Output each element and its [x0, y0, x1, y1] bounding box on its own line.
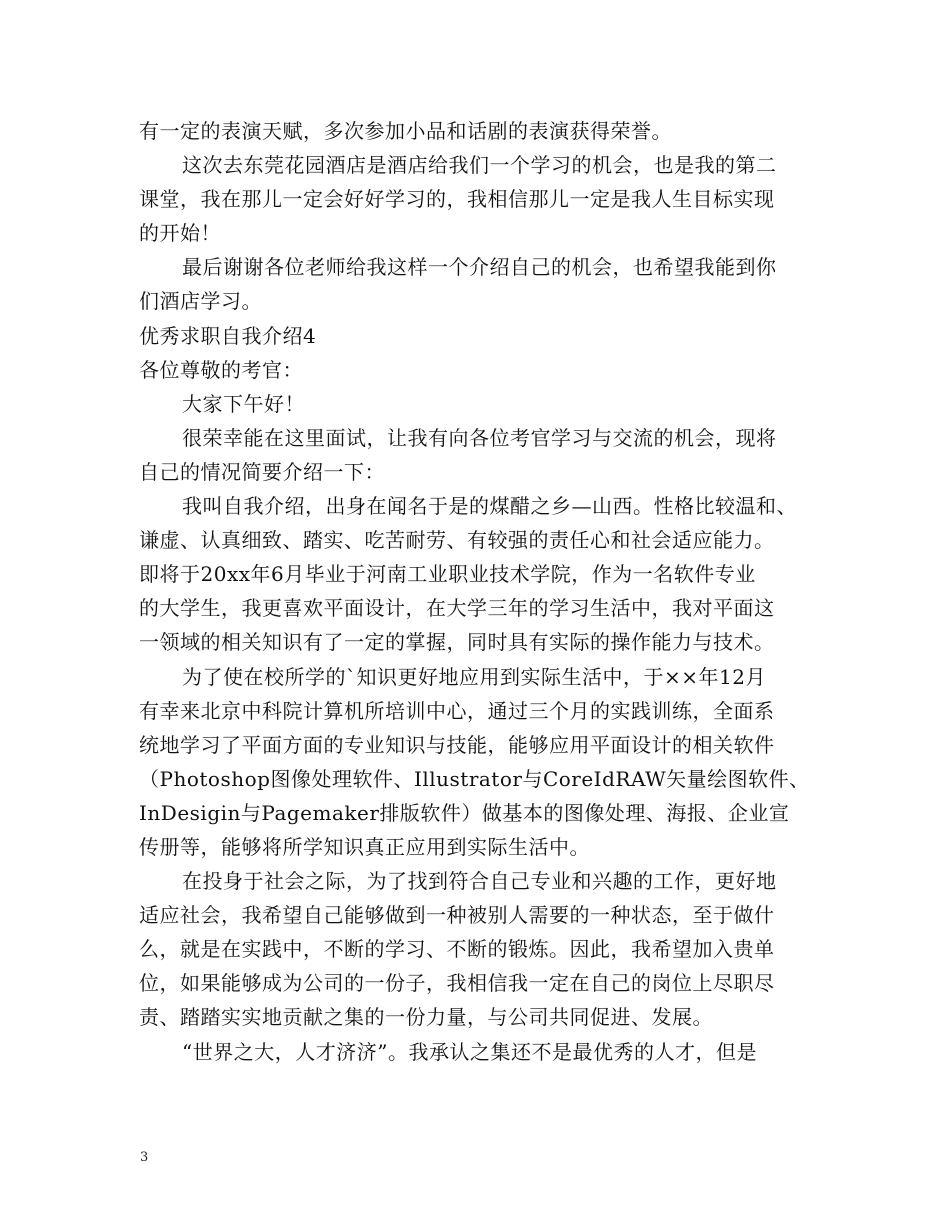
paragraph-start-line: 这次去东莞花园酒店是酒店给我们一个学习的机会，也是我的第二 [182, 153, 777, 178]
section-heading: 优秀求职自我介绍4 [139, 323, 317, 348]
paragraph-start-line: 很荣幸能在这里面试，让我有向各位考官学习与交流的机会，现将 [182, 425, 777, 450]
paragraph-start-line: 我叫自我介绍，出身在闻名于是的煤醋之乡—山西。性格比较温和、 [182, 494, 797, 519]
paragraph-start-line: 最后谢谢各位老师给我这样一个介绍自己的机会，也希望我能到你 [182, 255, 777, 280]
text-line: 有一定的表演天赋，多次参加小品和话剧的表演获得荣誉。 [139, 119, 672, 143]
text-line: 们酒店学习。 [139, 289, 262, 314]
text-line: 一领域的相关知识有了一定的掌握，同时具有实际的操作能力与技术。 [139, 630, 775, 655]
text-line: InDesigin与Pagemaker排版软件）做基本的图像处理、海报、企业宣 [139, 800, 790, 825]
paragraph-start-line: 在投身于社会之际，为了找到符合自己专业和兴趣的工作，更好地 [182, 869, 777, 894]
text-line: 的开始！ [139, 221, 221, 246]
text-line: 谦虚、认真细致、踏实、吃苦耐劳、有较强的责任心和社会适应能力。 [139, 528, 775, 553]
text-line: （Photoshop图像处理软件、Illustrator与CoreIdRAW矢量绘图软件、 [139, 766, 810, 791]
text-line: 统地学习了平面方面的专业知识与技能，能够应用平面设计的相关软件 [139, 732, 775, 757]
text-line: 有幸来北京中科院计算机所培训中心，通过三个月的实践训练，全面系 [139, 698, 775, 723]
page-number: 3 [140, 1150, 149, 1165]
document-body [139, 114, 829, 1069]
text-line: 即将于20xx年6月毕业于河南工业职业技术学院，作为一名软件专业 [139, 562, 756, 587]
text-line: 自己的情况简要介绍一下： [139, 459, 385, 484]
text-line: 么，就是在实践中，不断的学习、不断的锻炼。因此，我希望加入贵单 [139, 937, 775, 962]
paragraph-start-line: “世界之大，人才济济”。我承认之集还不是最优秀的人才，但是 [182, 1039, 757, 1064]
text-line: 的大学生，我更喜欢平面设计，在大学三年的学习生活中，我对平面这 [139, 596, 775, 621]
greeting-line: 大家下午好！ [182, 391, 305, 416]
text-line: 适应社会，我希望自己能够做到一种被别人需要的一种状态，至于做什 [139, 903, 775, 928]
text-line: 课堂，我在那儿一定会好好学习的，我相信那儿一定是我人生目标实现 [139, 187, 775, 212]
text-line: 位，如果能够成为公司的一份子，我相信我一定在自己的岗位上尽职尽 [139, 971, 775, 996]
salutation-line: 各位尊敬的考官： [139, 357, 303, 382]
paragraph-start-line: 为了使在校所学的`知识更好地应用到实际生活中，于××年12月 [182, 664, 766, 689]
text-line: 传册等，能够将所学知识真正应用到实际生活中。 [139, 834, 590, 859]
text-line: 责、踏踏实实地贡献之集的一份力量，与公司共同促进、发展。 [139, 1005, 713, 1030]
